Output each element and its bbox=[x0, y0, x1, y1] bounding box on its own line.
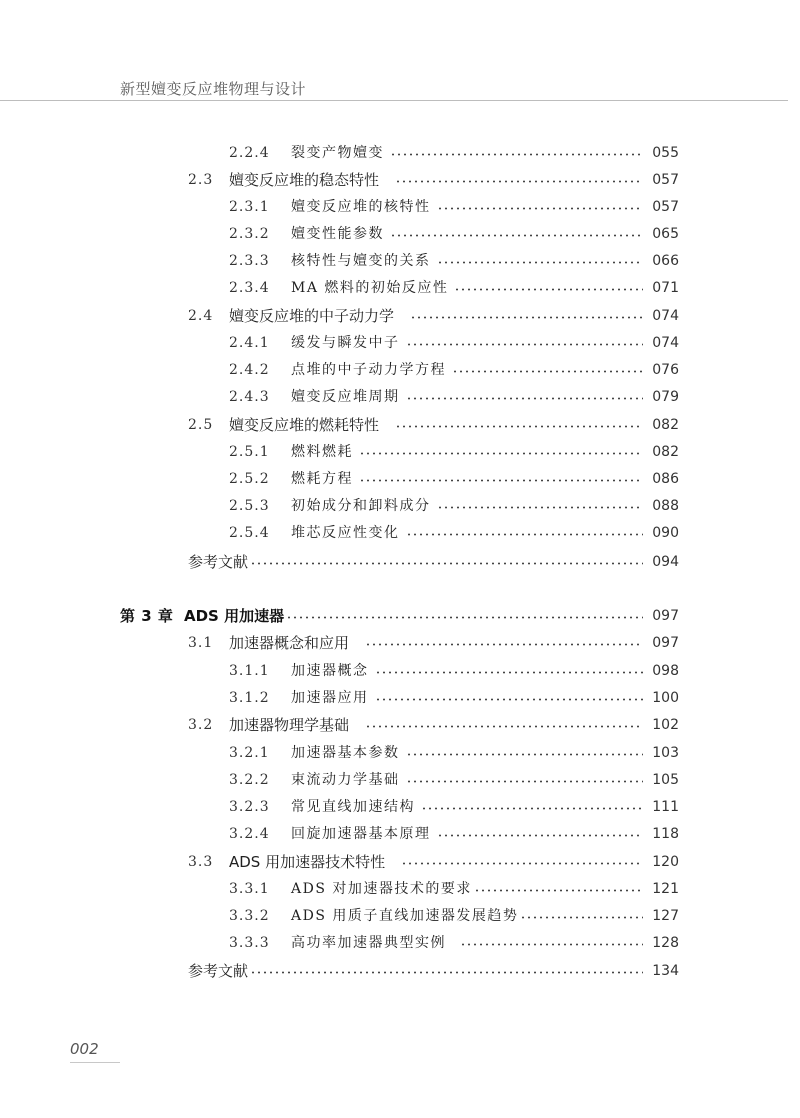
toc-entry[interactable] bbox=[229, 822, 679, 846]
dot-leader bbox=[452, 370, 643, 373]
dot-leader bbox=[365, 725, 643, 728]
dot-leader bbox=[474, 889, 643, 892]
header-rule bbox=[0, 100, 788, 101]
toc-number: 2.3.1 bbox=[229, 199, 270, 215]
dot-leader bbox=[437, 207, 644, 210]
toc-entry[interactable] bbox=[188, 631, 679, 655]
toc-entry[interactable] bbox=[229, 249, 679, 273]
toc-entry-references[interactable] bbox=[188, 550, 679, 574]
toc-title: 束流动力学基础 bbox=[291, 772, 400, 788]
toc-number: 2.3 bbox=[188, 172, 214, 188]
toc-entry[interactable] bbox=[229, 385, 679, 409]
toc-page: 057 bbox=[652, 199, 679, 215]
toc-entry[interactable] bbox=[229, 195, 679, 219]
toc-page: 118 bbox=[652, 826, 679, 842]
toc-page: 121 bbox=[652, 881, 679, 897]
toc-title: 嬗变反应堆周期 bbox=[291, 389, 400, 405]
toc-number: 2.4.2 bbox=[229, 362, 270, 378]
toc-page: 057 bbox=[652, 172, 679, 188]
dot-leader bbox=[401, 862, 643, 865]
toc-entry[interactable] bbox=[229, 141, 679, 165]
toc-page: 105 bbox=[652, 772, 679, 788]
toc-number: 3.2.1 bbox=[229, 745, 270, 761]
toc-page: 134 bbox=[652, 963, 679, 979]
toc-page: 088 bbox=[652, 498, 679, 514]
toc-number: 2.4.3 bbox=[229, 389, 270, 405]
dot-leader bbox=[365, 643, 643, 646]
toc-page: 103 bbox=[652, 745, 679, 761]
toc-number: 3.3.1 bbox=[229, 881, 270, 897]
dot-leader bbox=[460, 943, 643, 946]
toc-entry[interactable] bbox=[229, 331, 679, 355]
dot-leader bbox=[437, 261, 644, 264]
toc-title: 加速器概念和应用 bbox=[229, 634, 350, 652]
toc-number: 3.1.2 bbox=[229, 690, 270, 706]
toc-title: 缓发与瞬发中子 bbox=[291, 335, 400, 351]
dot-leader bbox=[421, 807, 643, 810]
toc-title: 堆芯反应性变化 bbox=[291, 525, 400, 541]
toc-title: 加速器基本参数 bbox=[291, 745, 400, 761]
toc-title: ADS 用加速器技术特性 bbox=[229, 853, 386, 871]
toc-title: 嬗变反应堆的核特性 bbox=[291, 199, 431, 215]
toc-number: 3.2 bbox=[188, 717, 214, 733]
toc-title: ADS 用加速器 bbox=[184, 607, 285, 625]
toc-number: 2.5.4 bbox=[229, 525, 270, 541]
toc-entry[interactable] bbox=[229, 467, 679, 491]
toc-number: 3.2.2 bbox=[229, 772, 270, 788]
toc-entry[interactable] bbox=[229, 877, 679, 901]
toc-number: 2.4 bbox=[188, 308, 214, 324]
toc-title: 加速器概念 bbox=[291, 663, 369, 679]
footer-rule bbox=[70, 1062, 120, 1063]
toc-page: 071 bbox=[652, 280, 679, 296]
dot-leader bbox=[454, 288, 643, 291]
toc-page: 098 bbox=[652, 663, 679, 679]
toc-number: 2.5.2 bbox=[229, 471, 270, 487]
toc-number: 3.1.1 bbox=[229, 663, 270, 679]
toc-entry[interactable] bbox=[229, 276, 679, 300]
toc-number: 2.3.4 bbox=[229, 280, 270, 296]
toc-entry[interactable] bbox=[229, 686, 679, 710]
toc-entry[interactable] bbox=[229, 904, 679, 928]
toc-number: 2.2.4 bbox=[229, 145, 270, 161]
toc-title: 点堆的中子动力学方程 bbox=[291, 362, 446, 378]
toc-number: 3.1 bbox=[188, 635, 214, 651]
dot-leader bbox=[390, 153, 643, 156]
toc-entry[interactable] bbox=[188, 304, 679, 328]
toc-title: 嬗变反应堆的中子动力学 bbox=[229, 307, 395, 325]
toc-entry[interactable] bbox=[229, 795, 679, 819]
toc-number: 第 3 章 bbox=[120, 607, 174, 625]
toc-entry-references[interactable] bbox=[188, 959, 679, 983]
toc-title: 核特性与嬗变的关系 bbox=[291, 253, 431, 269]
dot-leader bbox=[395, 425, 643, 428]
toc-title: 嬗变性能参数 bbox=[291, 226, 384, 242]
toc-entry[interactable] bbox=[229, 659, 679, 683]
toc-number: 2.4.1 bbox=[229, 335, 270, 351]
toc-page: 082 bbox=[652, 444, 679, 460]
toc-title: 初始成分和卸料成分 bbox=[291, 498, 431, 514]
toc-entry[interactable] bbox=[229, 521, 679, 545]
dot-leader bbox=[406, 780, 644, 783]
toc-page: 079 bbox=[652, 389, 679, 405]
toc-page: 074 bbox=[652, 308, 679, 324]
toc-entry-chapter[interactable] bbox=[120, 604, 679, 628]
toc-title: 参考文献 bbox=[188, 553, 249, 571]
toc-page: 127 bbox=[652, 908, 679, 924]
toc-title: 加速器物理学基础 bbox=[229, 716, 350, 734]
toc-entry[interactable] bbox=[229, 494, 679, 518]
toc-title: ADS 用质子直线加速器发展趋势 bbox=[291, 908, 519, 924]
toc-page: 066 bbox=[652, 253, 679, 269]
dot-leader bbox=[395, 180, 643, 183]
toc-number: 2.5 bbox=[188, 417, 214, 433]
toc-page: 120 bbox=[652, 854, 679, 870]
toc-number: 3.2.4 bbox=[229, 826, 270, 842]
toc-title: 高功率加速器典型实例 bbox=[291, 935, 446, 951]
toc-page: 102 bbox=[652, 717, 679, 733]
toc-number: 2.3.2 bbox=[229, 226, 270, 242]
toc-page: 082 bbox=[652, 417, 679, 433]
page-number: 002 bbox=[70, 1040, 99, 1058]
toc-entry[interactable] bbox=[229, 440, 679, 464]
toc-page: 097 bbox=[652, 635, 679, 651]
toc-number: 2.3.3 bbox=[229, 253, 270, 269]
toc-title: 嬗变反应堆的稳态特性 bbox=[229, 171, 380, 189]
toc-title: 嬗变反应堆的燃耗特性 bbox=[229, 416, 380, 434]
toc-page: 111 bbox=[652, 799, 679, 815]
toc-title: 参考文献 bbox=[188, 962, 249, 980]
dot-leader bbox=[406, 533, 644, 536]
toc-entry[interactable] bbox=[188, 168, 679, 192]
dot-leader bbox=[250, 971, 643, 974]
toc-entry[interactable] bbox=[229, 931, 679, 955]
toc-title: 裂变产物嬗变 bbox=[291, 145, 384, 161]
toc-entry[interactable] bbox=[188, 713, 679, 737]
toc-title: 回旋加速器基本原理 bbox=[291, 826, 431, 842]
dot-leader bbox=[375, 698, 644, 701]
toc-title: 燃耗方程 bbox=[291, 471, 353, 487]
dot-leader bbox=[375, 671, 644, 674]
toc-page: 074 bbox=[652, 335, 679, 351]
toc-entry[interactable] bbox=[188, 413, 679, 437]
toc-page: 065 bbox=[652, 226, 679, 242]
toc-page: 097 bbox=[652, 608, 679, 624]
toc-page: 055 bbox=[652, 145, 679, 161]
toc-number: 2.5.3 bbox=[229, 498, 270, 514]
dot-leader bbox=[390, 234, 643, 237]
toc-entry[interactable] bbox=[229, 768, 679, 792]
dot-leader bbox=[437, 834, 644, 837]
dot-leader bbox=[406, 343, 644, 346]
dot-leader bbox=[410, 316, 643, 319]
toc-entry[interactable] bbox=[229, 358, 679, 382]
toc-title: 加速器应用 bbox=[291, 690, 369, 706]
toc-number: 3.3.2 bbox=[229, 908, 270, 924]
running-head-title: 新型嬗变反应堆物理与设计 bbox=[120, 80, 307, 98]
toc-title: ADS 对加速器技术的要求 bbox=[291, 881, 472, 897]
toc-entry[interactable] bbox=[188, 850, 679, 874]
toc-title: 常见直线加速结构 bbox=[291, 799, 415, 815]
toc-title: 燃料燃耗 bbox=[291, 444, 353, 460]
toc-page: 100 bbox=[652, 690, 679, 706]
toc-page: 128 bbox=[652, 935, 679, 951]
toc-number: 3.3.3 bbox=[229, 935, 270, 951]
toc-title: MA 燃料的初始反应性 bbox=[291, 280, 449, 296]
dot-leader bbox=[286, 616, 643, 619]
dot-leader bbox=[520, 916, 643, 919]
toc-page: 086 bbox=[652, 471, 679, 487]
toc-entry[interactable] bbox=[229, 741, 679, 765]
dot-leader bbox=[437, 506, 644, 509]
toc-number: 3.3 bbox=[188, 854, 214, 870]
dot-leader bbox=[250, 562, 643, 565]
dot-leader bbox=[406, 397, 644, 400]
toc-entry[interactable] bbox=[229, 222, 679, 246]
toc-page: 076 bbox=[652, 362, 679, 378]
toc-page: 094 bbox=[652, 554, 679, 570]
dot-leader bbox=[359, 452, 643, 455]
toc-page: 090 bbox=[652, 525, 679, 541]
toc-number: 3.2.3 bbox=[229, 799, 270, 815]
toc-number: 2.5.1 bbox=[229, 444, 270, 460]
dot-leader bbox=[406, 753, 644, 756]
dot-leader bbox=[359, 479, 643, 482]
